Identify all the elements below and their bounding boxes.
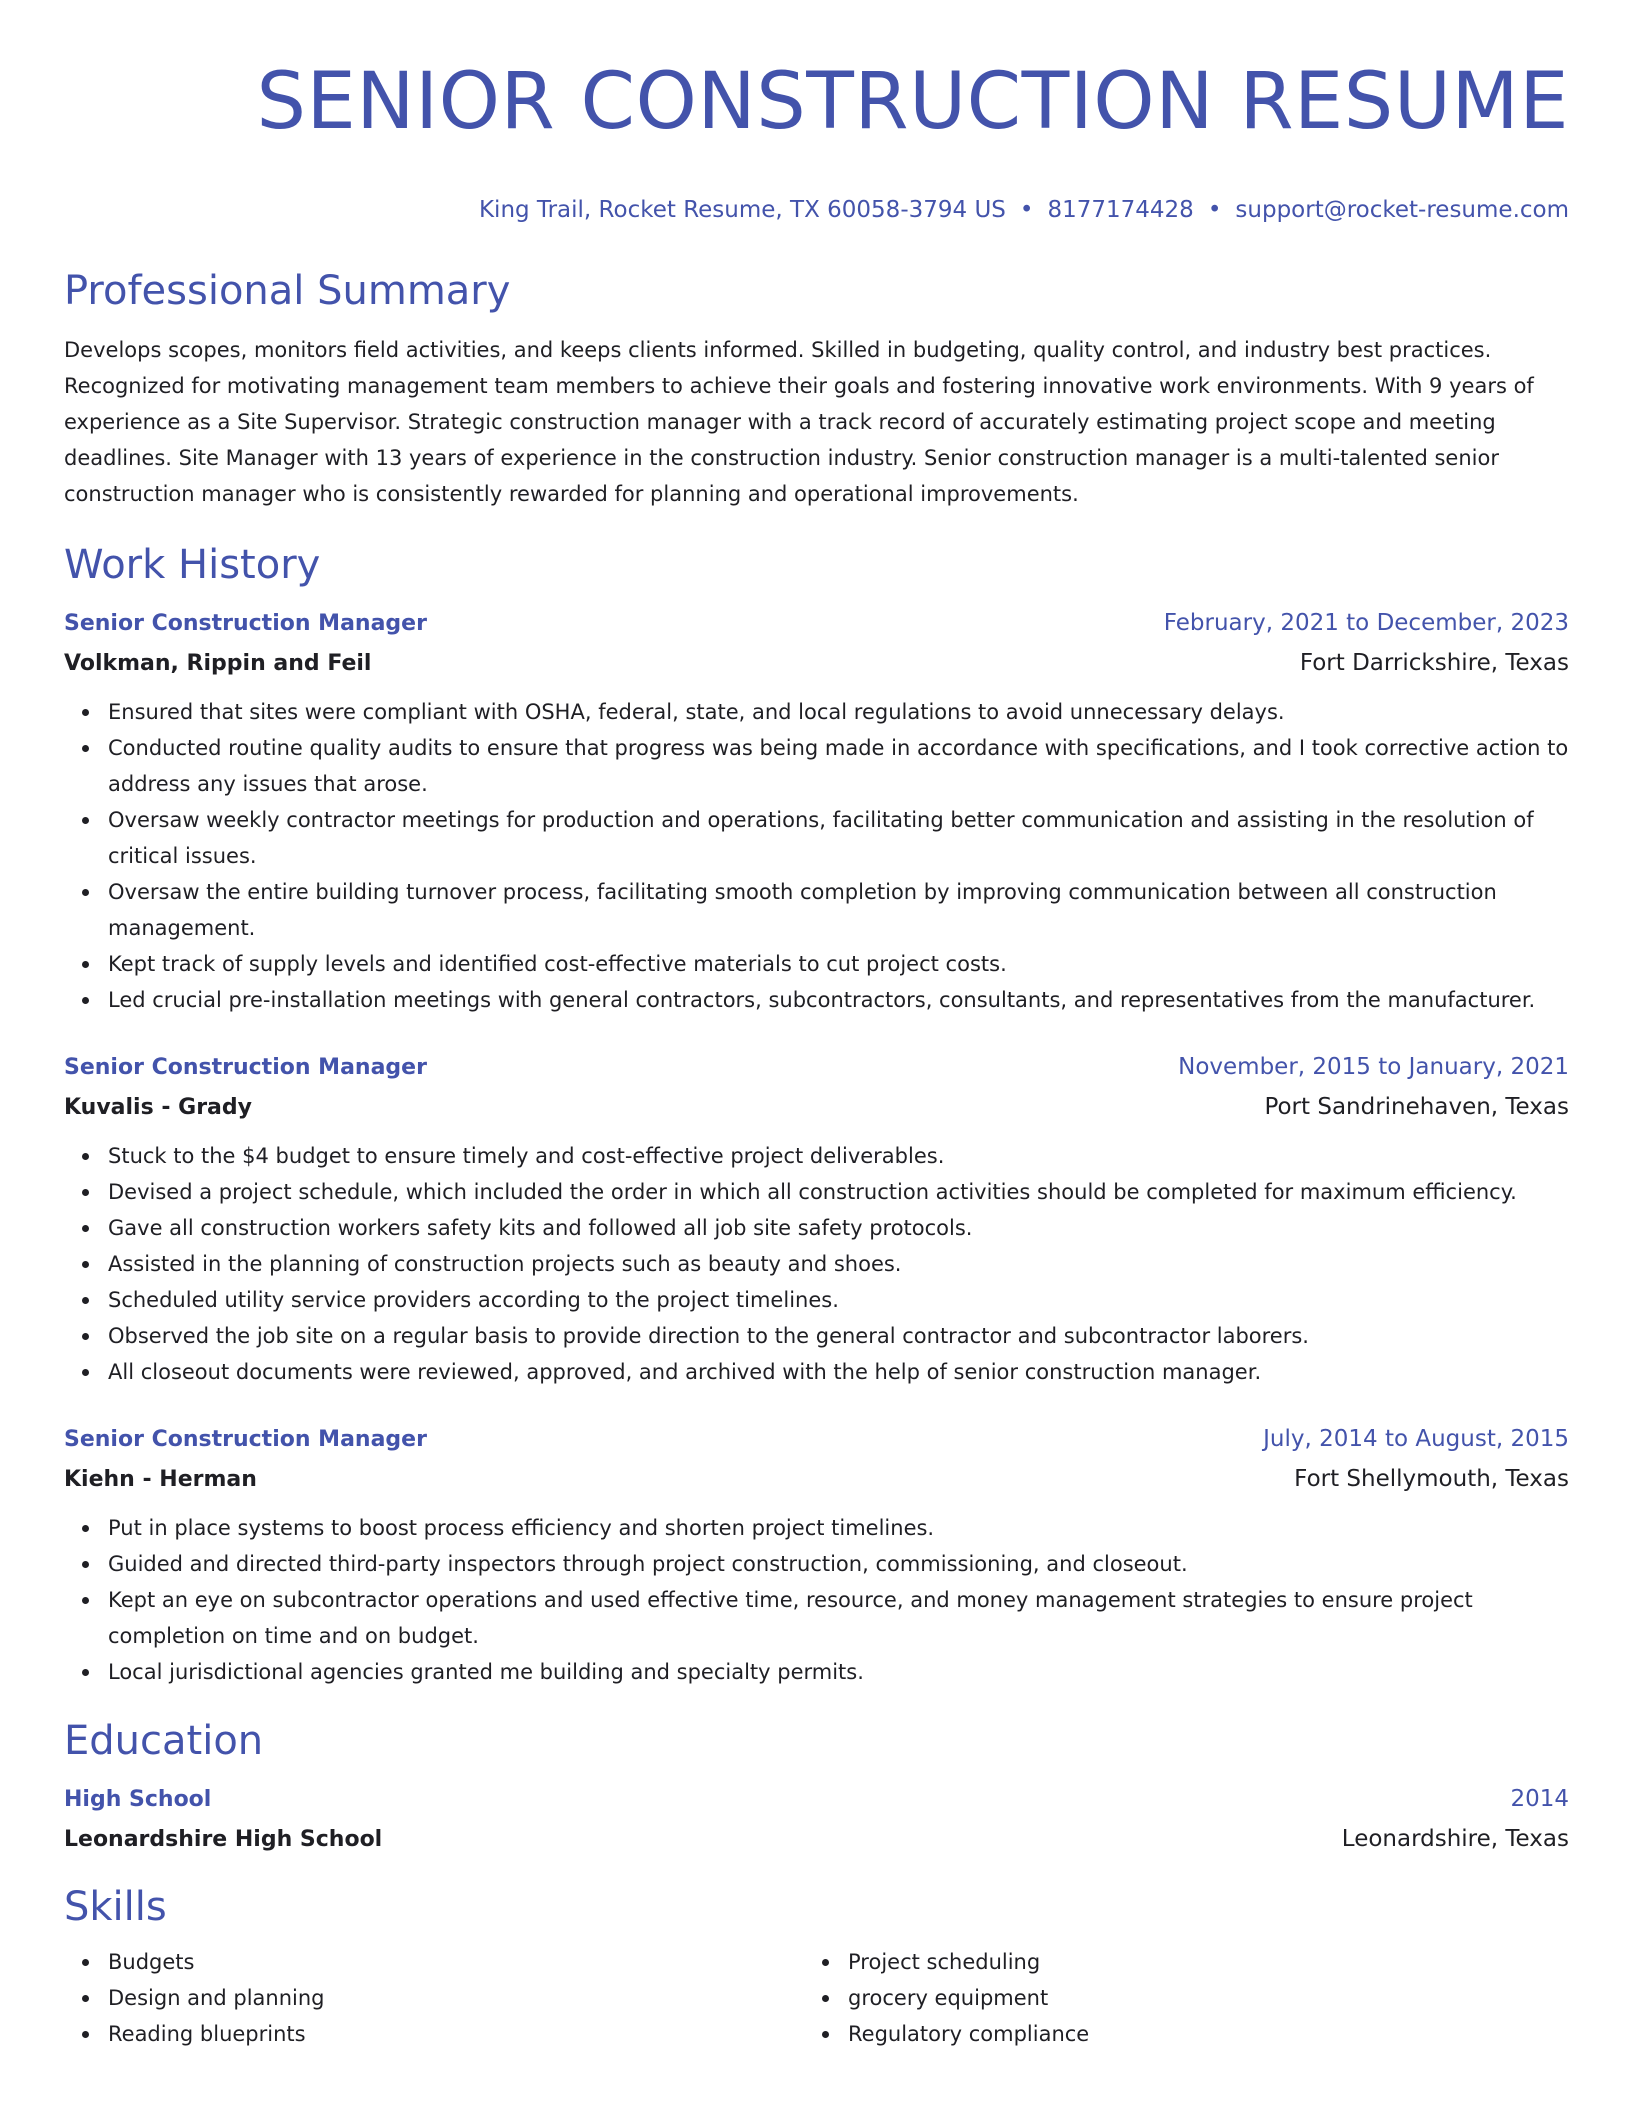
job-bullet: Stuck to the $4 budget to ensure timely and cost-effective project deliverables. [108, 1138, 1569, 1174]
education-school-row [64, 1819, 1569, 1860]
job-bullet: Kept an eye on subcontractor operations and used effective time, resource, and money management strategies to ensure project completion on time and on budget. [108, 1582, 1569, 1654]
skills-column-left [64, 1944, 804, 2052]
job-location: Port Sandrinehaven, Texas [1264, 1094, 1569, 1120]
job-entry [64, 604, 1569, 1018]
education-heading: Education [64, 1718, 264, 1764]
job-title: Senior Construction Manager [64, 1427, 427, 1452]
job-bullet: Put in place systems to boost process efficiency and shorten project timelines. [108, 1510, 1569, 1546]
education-entry [64, 1780, 1569, 1860]
job-location: Fort Darrickshire, Texas [1299, 650, 1569, 676]
job-entry [64, 1420, 1569, 1690]
job-employer: Kiehn - Herman [64, 1467, 257, 1492]
job-bullet: Kept track of supply levels and identified cost-effective materials to cut project costs. [108, 946, 1569, 982]
job-dates: July, 2014 to August, 2015 [1263, 1426, 1569, 1452]
job-bullet: Led crucial pre-installation meetings with general contractors, subcontractors, consultants, and representatives from the manufacturer. [108, 982, 1569, 1018]
skills-column-right [804, 1944, 1544, 2052]
skill-item: grocery equipment [848, 1980, 1544, 2016]
contact-separator: • [1019, 197, 1034, 223]
job-dates: February, 2021 to December, 2023 [1163, 610, 1569, 636]
work-history-heading: Work History [64, 542, 321, 588]
summary-text: Develops scopes, monitors field activities, and keeps clients informed. Skilled in budgeting, quality control, and industry best practices. Recognized for motivating management team members to achieve their goals and fostering innovative work environments. With 9 years of experience as a Site Supervisor. Strategic construction manager with a track record of accurately estimating project scope and meeting deadlines. Site Manager with 13 years of experience in the construction industry. Senior construction manager is a multi-talented senior construction manager who is consistently rewarded for planning and operational improvements. [64, 338, 1534, 506]
job-bullets [64, 1510, 1569, 1690]
summary-heading: Professional Summary [64, 268, 511, 314]
job-bullet: Local jurisdictional agencies granted me building and specialty permits. [108, 1654, 1569, 1690]
job-entry [64, 1048, 1569, 1390]
skills-bullets [64, 1944, 804, 2052]
skills-list [64, 1944, 1569, 2052]
job-employer-row [64, 1459, 1569, 1500]
job-bullet: Conducted routine quality audits to ensure that progress was being made in accordance with specifications, and I took corrective action to address any issues that arose. [108, 730, 1569, 802]
contact-address: King Trail, Rocket Resume, TX 60058-3794 US [478, 197, 1006, 223]
job-bullet: Ensured that sites were compliant with OSHA, federal, state, and local regulations to avoid unnecessary delays. [108, 694, 1569, 730]
job-employer-row [64, 643, 1569, 684]
education-location: Leonardshire, Texas [1341, 1826, 1569, 1852]
education-school: Leonardshire High School [64, 1827, 383, 1852]
contact-phone: 8177174428 [1047, 197, 1194, 223]
job-employer: Kuvalis - Grady [64, 1095, 252, 1120]
job-header-row [64, 604, 1569, 643]
skill-item: Design and planning [108, 1980, 804, 2016]
job-bullets [64, 694, 1569, 1018]
job-bullet: Guided and directed third-party inspectors through project construction, commissioning, and closeout. [108, 1546, 1569, 1582]
job-employer: Volkman, Rippin and Feil [64, 651, 372, 676]
skills-heading: Skills [64, 1884, 167, 1930]
job-bullet: Gave all construction workers safety kits and followed all job site safety protocols. [108, 1210, 1569, 1246]
job-header-row [64, 1420, 1569, 1459]
contact-email: support@rocket-resume.com [1235, 197, 1569, 223]
job-bullet: All closeout documents were reviewed, approved, and archived with the help of senior construction manager. [108, 1354, 1569, 1390]
job-employer-row [64, 1087, 1569, 1128]
education-year: 2014 [1510, 1786, 1569, 1812]
job-header-row [64, 1048, 1569, 1087]
education-degree: High School [64, 1787, 212, 1812]
skill-item: Project scheduling [848, 1944, 1544, 1980]
job-bullet: Oversaw weekly contractor meetings for production and operations, facilitating better communication and assisting in the resolution of critical issues. [108, 802, 1569, 874]
job-title: Senior Construction Manager [64, 1055, 427, 1080]
job-location: Fort Shellymouth, Texas [1294, 1466, 1569, 1492]
skill-item: Budgets [108, 1944, 804, 1980]
job-bullets [64, 1138, 1569, 1390]
job-bullet: Observed the job site on a regular basis to provide direction to the general contractor and subcontractor laborers. [108, 1318, 1569, 1354]
job-bullet: Scheduled utility service providers according to the project timelines. [108, 1282, 1569, 1318]
skill-item: Regulatory compliance [848, 2016, 1544, 2052]
job-title: Senior Construction Manager [64, 611, 427, 636]
contact-line [64, 194, 1569, 226]
job-bullet: Devised a project schedule, which included the order in which all construction activities should be completed for maximum efficiency. [108, 1174, 1569, 1210]
contact-separator: • [1207, 197, 1222, 223]
job-bullet: Assisted in the planning of construction projects such as beauty and shoes. [108, 1246, 1569, 1282]
education-header-row [64, 1780, 1569, 1819]
skill-item: Reading blueprints [108, 2016, 804, 2052]
resume-title: SENIOR CONSTRUCTION RESUME [256, 57, 1569, 147]
job-dates: November, 2015 to January, 2021 [1178, 1054, 1569, 1080]
job-bullet: Oversaw the entire building turnover process, facilitating smooth completion by improving communication between all construction management. [108, 874, 1569, 946]
skills-bullets [804, 1944, 1544, 2052]
